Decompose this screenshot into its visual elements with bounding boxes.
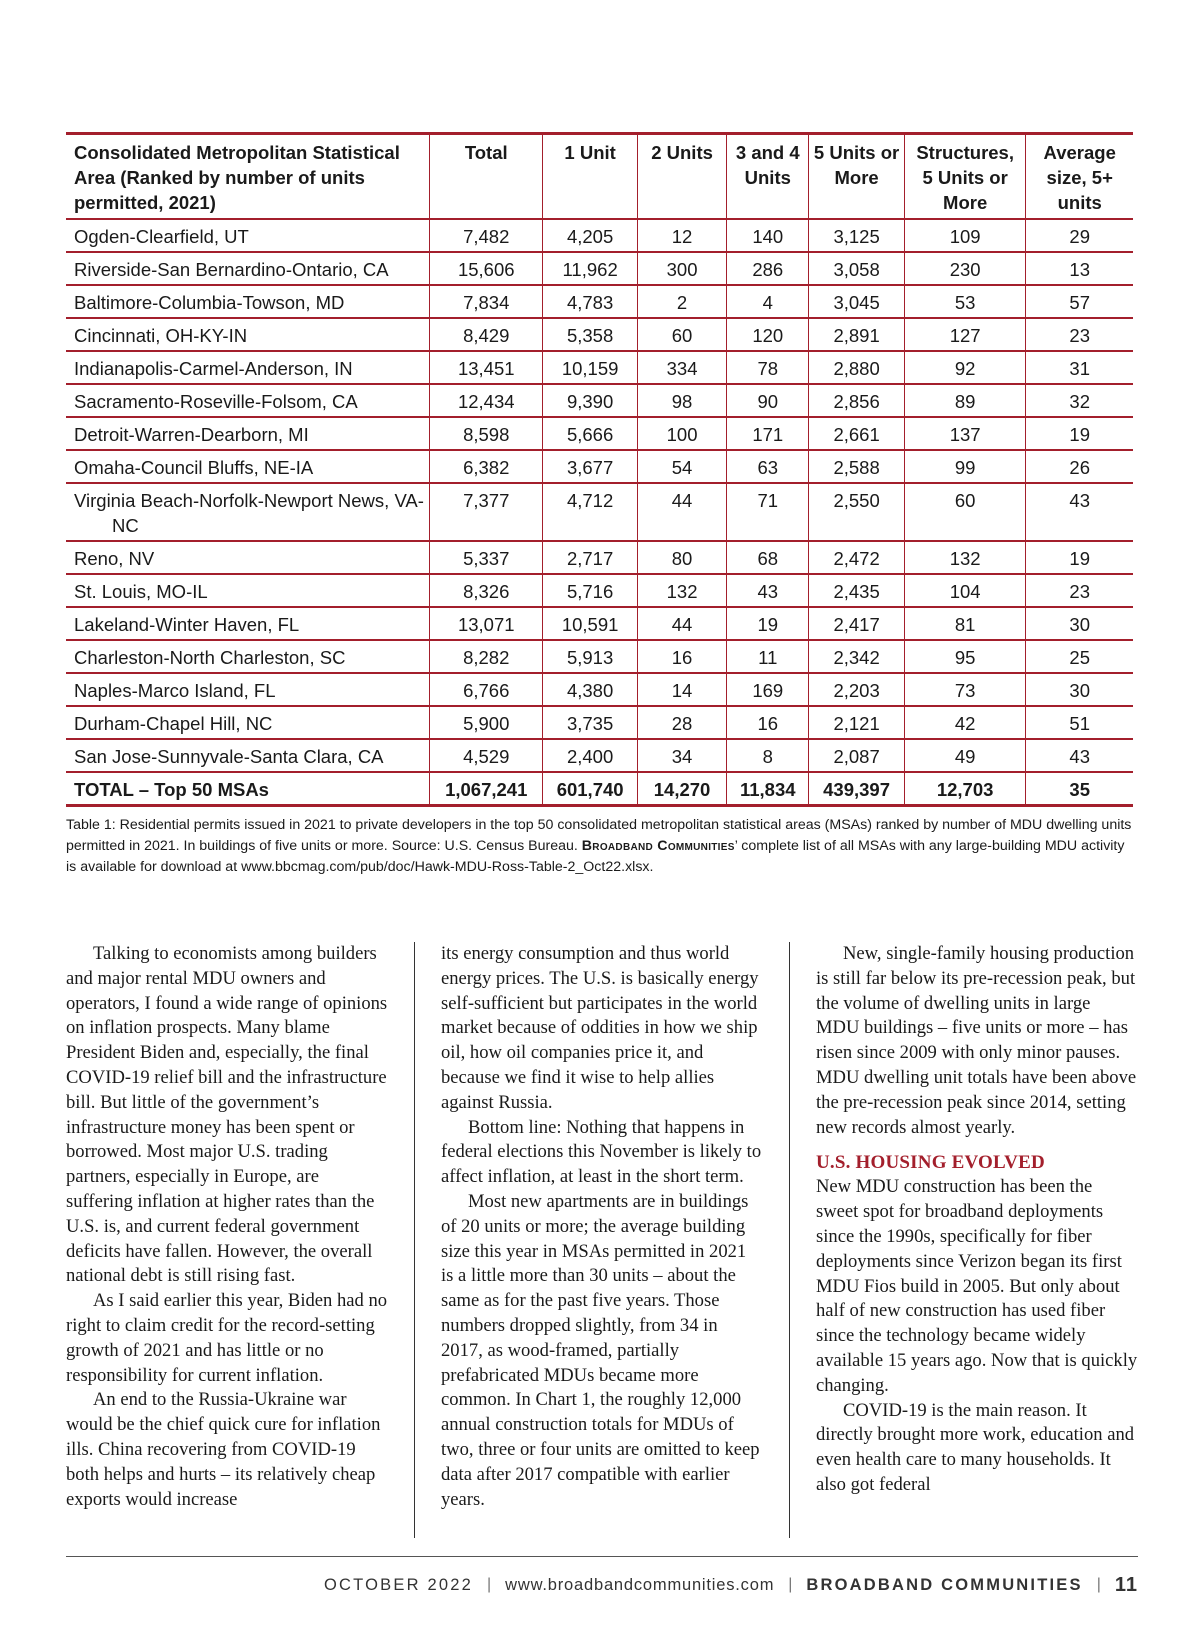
cell-5-plus-units: 2,087 xyxy=(809,739,905,772)
cell-area: St. Louis, MO-IL xyxy=(66,574,430,607)
cell-total: 7,377 xyxy=(430,483,543,541)
cell-5-plus-units: 2,550 xyxy=(809,483,905,541)
cell-2-units: 34 xyxy=(637,739,726,772)
cell-average-size: 30 xyxy=(1026,607,1133,640)
permits-table xyxy=(66,132,1133,807)
cell-2-units: 28 xyxy=(637,706,726,739)
cell-area: Charleston-North Charleston, SC xyxy=(66,640,430,673)
cell-2-units: 2 xyxy=(637,285,726,318)
header-5-plus-units: 5 Units or More xyxy=(809,134,905,220)
cell-5-plus-units: 2,880 xyxy=(809,351,905,384)
header-average-size: Average size, 5+ units xyxy=(1043,142,1116,213)
cell-2-units: 80 xyxy=(637,541,726,574)
cell-5-plus-units: 2,203 xyxy=(809,673,905,706)
cell-2-units: 100 xyxy=(637,417,726,450)
cell-area: Cincinnati, OH-KY-IN xyxy=(66,318,430,351)
cell-1-unit: 5,358 xyxy=(543,318,638,351)
cell-3-4-units: 63 xyxy=(727,450,809,483)
cell-1-unit: 5,716 xyxy=(543,574,638,607)
cell-2-units: 300 xyxy=(637,252,726,285)
cell-3-4-units: 71 xyxy=(727,483,809,541)
table-row xyxy=(66,450,1133,483)
cell-structures: 132 xyxy=(904,541,1026,574)
cell-5-plus-units: 2,891 xyxy=(809,318,905,351)
cell-average-size: 23 xyxy=(1026,318,1133,351)
cell-1-unit: 3,677 xyxy=(543,450,638,483)
table-row xyxy=(66,384,1133,417)
cell-total: 6,766 xyxy=(430,673,543,706)
cell-area: Durham-Chapel Hill, NC xyxy=(66,706,430,739)
total-structures: 12,703 xyxy=(904,772,1026,806)
cell-3-4-units: 19 xyxy=(727,607,809,640)
cell-total: 12,434 xyxy=(430,384,543,417)
cell-structures: 104 xyxy=(904,574,1026,607)
cell-2-units: 14 xyxy=(637,673,726,706)
paragraph: Talking to economists among builders and major rental MDU owners and operators, I found a wide range of opinions on inflation prospects. Many blame President Biden and, especially, the final COVID-19 relief bill and the infrastructure bill. But little of the government’s infrastructure money has been spent or borrowed. Most major U.S. trading partners, especially in Europe, are suffering inflation at higher rates than the U.S. is, and current federal government deficits have fallen. However, the overall national debt is still rising fast. xyxy=(66,943,388,1287)
table-header-row xyxy=(66,134,1133,220)
table-row xyxy=(66,706,1133,739)
cell-3-4-units: 90 xyxy=(727,384,809,417)
cell-area: Reno, NV xyxy=(66,541,430,574)
cell-total: 4,529 xyxy=(430,739,543,772)
cell-5-plus-units: 2,121 xyxy=(809,706,905,739)
table-total-row xyxy=(66,772,1133,806)
table-caption xyxy=(66,815,1136,878)
cell-3-4-units: 16 xyxy=(727,706,809,739)
cell-3-4-units: 68 xyxy=(727,541,809,574)
cell-total: 6,382 xyxy=(430,450,543,483)
cell-structures: 109 xyxy=(904,219,1026,252)
column-divider xyxy=(414,942,415,1538)
cell-structures: 49 xyxy=(904,739,1026,772)
article-column-1 xyxy=(66,942,388,1538)
table-row xyxy=(66,574,1133,607)
cell-1-unit: 5,913 xyxy=(543,640,638,673)
table-row xyxy=(66,219,1133,252)
page-footer xyxy=(324,1570,1138,1600)
cell-structures: 42 xyxy=(904,706,1026,739)
cell-average-size: 51 xyxy=(1026,706,1133,739)
cell-2-units: 44 xyxy=(637,607,726,640)
cell-structures: 127 xyxy=(904,318,1026,351)
cell-area: Baltimore-Columbia-Towson, MD xyxy=(66,285,430,318)
cell-3-4-units: 171 xyxy=(727,417,809,450)
total-average-size: 35 xyxy=(1026,772,1133,806)
cell-area: Omaha-Council Bluffs, NE-IA xyxy=(66,450,430,483)
table-row xyxy=(66,541,1133,574)
footer-separator: | xyxy=(788,1576,793,1593)
cell-2-units: 44 xyxy=(637,483,726,541)
cell-area: Indianapolis-Carmel-Anderson, IN xyxy=(66,351,430,384)
table-row xyxy=(66,351,1133,384)
cell-3-4-units: 140 xyxy=(727,219,809,252)
cell-1-unit: 10,591 xyxy=(543,607,638,640)
cell-structures: 99 xyxy=(904,450,1026,483)
cell-area: Riverside-San Bernardino-Ontario, CA xyxy=(66,252,430,285)
cell-1-unit: 4,783 xyxy=(543,285,638,318)
table-row xyxy=(66,607,1133,640)
table-row xyxy=(66,252,1133,285)
cell-average-size: 13 xyxy=(1026,252,1133,285)
cell-1-unit: 2,400 xyxy=(543,739,638,772)
cell-total: 8,282 xyxy=(430,640,543,673)
table-row xyxy=(66,739,1133,772)
cell-total: 13,451 xyxy=(430,351,543,384)
cell-5-plus-units: 2,661 xyxy=(809,417,905,450)
cell-average-size: 57 xyxy=(1026,285,1133,318)
cell-1-unit: 4,712 xyxy=(543,483,638,541)
page-number: 11 xyxy=(1114,1573,1138,1596)
cell-structures: 230 xyxy=(904,252,1026,285)
cell-average-size: 19 xyxy=(1026,541,1133,574)
cell-average-size: 23 xyxy=(1026,574,1133,607)
cell-1-unit: 4,205 xyxy=(543,219,638,252)
cell-area: Sacramento-Roseville-Folsom, CA xyxy=(66,384,430,417)
total-total: 1,067,241 xyxy=(430,772,543,806)
cell-total: 7,482 xyxy=(430,219,543,252)
caption-brand: Broadband Communities xyxy=(581,838,735,854)
column-divider xyxy=(789,942,790,1538)
cell-average-size: 30 xyxy=(1026,673,1133,706)
cell-5-plus-units: 2,588 xyxy=(809,450,905,483)
cell-total: 13,071 xyxy=(430,607,543,640)
article-body xyxy=(66,942,1138,1538)
cell-average-size: 29 xyxy=(1026,219,1133,252)
cell-area: Lakeland-Winter Haven, FL xyxy=(66,607,430,640)
article-column-2 xyxy=(441,942,763,1538)
table-row xyxy=(66,673,1133,706)
cell-structures: 53 xyxy=(904,285,1026,318)
paragraph: As I said earlier this year, Biden had no right to claim credit for the record-setting growth of 2021 and has little or no responsibility for current inflation. xyxy=(66,1290,388,1386)
cell-structures: 89 xyxy=(904,384,1026,417)
footer-date: OCTOBER 2022 xyxy=(324,1575,473,1594)
paragraph: COVID-19 is the main reason. It directly brought more work, education and even health care to many households. It also got federal xyxy=(816,1399,1135,1495)
footer-url[interactable]: www.broadbandcommunities.com xyxy=(505,1575,775,1594)
paragraph: New MDU construction has been the sweet spot for broadband deployments since the 1990s, specifically for fiber deployments since Verizon began its first MDU Fios build in 2005. But only about half of new construction has used fiber since the technology became widely available 15 years ago. Now that is quickly changing. xyxy=(816,1176,1138,1396)
cell-area: Ogden-Clearfield, UT xyxy=(66,219,430,252)
cell-2-units: 132 xyxy=(637,574,726,607)
cell-1-unit: 2,717 xyxy=(543,541,638,574)
header-1-unit: 1 Unit xyxy=(543,134,638,220)
cell-structures: 73 xyxy=(904,673,1026,706)
cell-1-unit: 3,735 xyxy=(543,706,638,739)
caption-text-2: ’ complete list of all MSAs with any large-building MDU activity is available for download at www.bbcmag.com/pub/doc/Hawk-MDU-Ross-Table-2_Oct22.xlsx. xyxy=(66,838,1125,875)
table-row xyxy=(66,417,1133,450)
header-structures: Structures, 5 Units or More xyxy=(904,134,1026,220)
total-1-unit: 601,740 xyxy=(543,772,638,806)
table-row xyxy=(66,318,1133,351)
cell-5-plus-units: 2,417 xyxy=(809,607,905,640)
cell-2-units: 98 xyxy=(637,384,726,417)
cell-average-size: 19 xyxy=(1026,417,1133,450)
total-3-4-units: 11,834 xyxy=(727,772,809,806)
cell-3-4-units: 286 xyxy=(727,252,809,285)
total-5-plus-units: 439,397 xyxy=(809,772,905,806)
cell-area: Detroit-Warren-Dearborn, MI xyxy=(66,417,430,450)
cell-structures: 137 xyxy=(904,417,1026,450)
cell-average-size: 31 xyxy=(1026,351,1133,384)
cell-2-units: 54 xyxy=(637,450,726,483)
cell-1-unit: 5,666 xyxy=(543,417,638,450)
paragraph: New, single-family housing production is still far below its pre-recession peak, but the volume of dwelling units in large MDU buildings – five units or more – has risen since 2009 with only minor pauses. MDU dwelling unit totals have been above the pre-recession peak since 2014, setting new records almost yearly. xyxy=(816,943,1137,1138)
paragraph: An end to the Russia-Ukraine war would be the chief quick cure for inflation ills. China recovering from COVID-19 both helps and hurts – its relatively cheap exports would increase xyxy=(66,1389,381,1510)
cell-total: 8,326 xyxy=(430,574,543,607)
caption-text-1: Table 1: Residential permits issued in 2021 to private developers in the top 50 consolidated metropolitan statistical areas (MSAs) ranked by number of MDU dwelling units permitted in 2021. In buildings of five units or more. Source: U.S. Census Bureau. xyxy=(66,817,1132,854)
cell-total: 7,834 xyxy=(430,285,543,318)
cell-average-size: 26 xyxy=(1026,450,1133,483)
cell-3-4-units: 120 xyxy=(727,318,809,351)
table-row xyxy=(66,640,1133,673)
cell-total: 8,598 xyxy=(430,417,543,450)
cell-structures: 81 xyxy=(904,607,1026,640)
cell-average-size: 43 xyxy=(1026,483,1133,541)
cell-average-size: 32 xyxy=(1026,384,1133,417)
cell-3-4-units: 78 xyxy=(727,351,809,384)
paragraph: Bottom line: Nothing that happens in federal elections this November is likely to affect inflation, at least in the short term. xyxy=(441,1116,762,1188)
footer-separator: | xyxy=(1096,1576,1101,1593)
cell-average-size: 43 xyxy=(1026,739,1133,772)
paragraph: Most new apartments are in buildings of 20 units or more; the average building size this year in MSAs permitted in 2021 is a little more than 30 units – about the same as for the past five years. Those numbers dropped slightly, from 34 in 2017, as wood-framed, partially prefabricated MDUs became more common. In Chart 1, the roughly 12,000 annual construction totals for MDUs of two, three or four units are omitted to keep data after 2017 compatible with earlier years. xyxy=(441,1190,760,1510)
cell-1-unit: 11,962 xyxy=(543,252,638,285)
cell-5-plus-units: 3,045 xyxy=(809,285,905,318)
cell-5-plus-units: 3,125 xyxy=(809,219,905,252)
cell-5-plus-units: 2,472 xyxy=(809,541,905,574)
footer-separator: | xyxy=(486,1576,492,1593)
cell-area: San Jose-Sunnyvale-Santa Clara, CA xyxy=(66,739,430,772)
cell-total: 8,429 xyxy=(430,318,543,351)
total-2-units: 14,270 xyxy=(637,772,726,806)
cell-structures: 60 xyxy=(904,483,1026,541)
cell-2-units: 16 xyxy=(637,640,726,673)
cell-5-plus-units: 2,435 xyxy=(809,574,905,607)
header-3-4-units: 3 and 4 Units xyxy=(727,134,809,220)
cell-2-units: 334 xyxy=(637,351,726,384)
cell-total: 15,606 xyxy=(430,252,543,285)
cell-3-4-units: 11 xyxy=(727,640,809,673)
cell-structures: 92 xyxy=(904,351,1026,384)
article-column-3 xyxy=(816,942,1138,1538)
footer-rule xyxy=(66,1556,1138,1557)
paragraph: its energy consumption and thus world energy prices. The U.S. is basically energy self-sufficient but participates in the world market because of oddities in how we ship oil, how oil companies price it, and because we find it wise to help allies against Russia. xyxy=(441,943,759,1113)
total-label: TOTAL – Top 50 MSAs xyxy=(66,772,430,806)
cell-3-4-units: 43 xyxy=(727,574,809,607)
table-row xyxy=(66,285,1133,318)
cell-2-units: 12 xyxy=(637,219,726,252)
cell-3-4-units: 169 xyxy=(727,673,809,706)
cell-5-plus-units: 2,342 xyxy=(809,640,905,673)
cell-area xyxy=(66,483,430,541)
cell-total: 5,337 xyxy=(430,541,543,574)
header-total: Total xyxy=(430,134,543,220)
cell-area: Naples-Marco Island, FL xyxy=(66,673,430,706)
cell-3-4-units: 8 xyxy=(727,739,809,772)
cell-5-plus-units: 3,058 xyxy=(809,252,905,285)
section-subhead: U.S. HOUSING EVOLVED xyxy=(816,1152,1045,1174)
permits-table-wrapper xyxy=(66,132,1133,807)
cell-area-text: Virginia Beach-Norfolk-Newport News, VA-NC xyxy=(74,490,424,536)
cell-structures: 95 xyxy=(904,640,1026,673)
footer-brand: BROADBAND COMMUNITIES xyxy=(806,1575,1083,1594)
cell-3-4-units: 4 xyxy=(727,285,809,318)
cell-average-size: 25 xyxy=(1026,640,1133,673)
table-row xyxy=(66,483,1133,541)
cell-1-unit: 9,390 xyxy=(543,384,638,417)
header-2-units: 2 Units xyxy=(637,134,726,220)
cell-1-unit: 10,159 xyxy=(543,351,638,384)
cell-2-units: 60 xyxy=(637,318,726,351)
cell-5-plus-units: 2,856 xyxy=(809,384,905,417)
header-area: Consolidated Metropolitan Statistical Area (Ranked by number of units permitted, 2021) xyxy=(66,134,430,220)
cell-total: 5,900 xyxy=(430,706,543,739)
cell-1-unit: 4,380 xyxy=(543,673,638,706)
